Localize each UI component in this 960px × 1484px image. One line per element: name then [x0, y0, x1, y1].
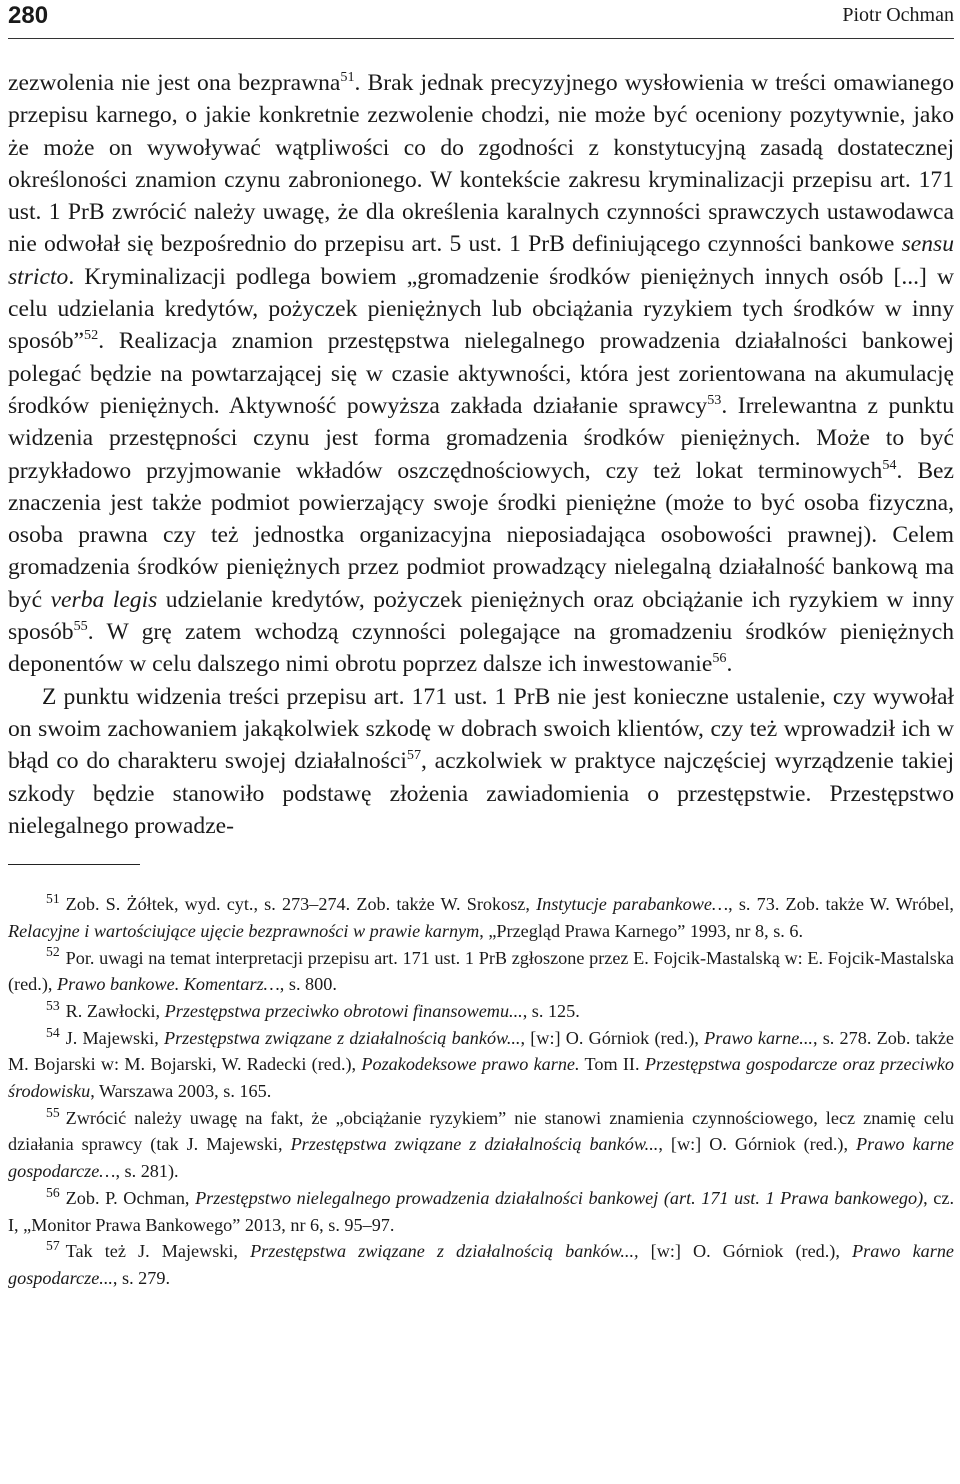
text-run: . Bez znaczenia jest także podmiot powierzający swoje środki pieniężne (może to być osoba fizyczna, osoba prawna czy też jednostka organizacyjna nieposiadająca osobowości prawnej). Celem gromadzenia środków pieniężnych przez podmiot prowadzący nielegalną działalność bankową ma być [8, 457, 954, 613]
running-header [8, 0, 954, 39]
footnote-number: 55 [46, 1104, 60, 1120]
italic-term: sensu stricto [8, 231, 954, 290]
footnote-ref: 53 [707, 392, 722, 409]
text-run: . Kryminalizacji podlega bowiem „gromadzenie środków pieniężnych innych osób [...] w celu udzielania kredytów, pożyczek pieniężnych lub obciążania ryzykiem tych środków w inny sposób” [8, 263, 954, 355]
footnote-text: [w:] O. Górniok (red.), [638, 1241, 852, 1262]
footnote-italic-title: Prawo bankowe. Komentarz… [56, 974, 280, 995]
footnote-ref: 51 [340, 69, 355, 86]
footnote-text: R. Zawłocki, [65, 1000, 165, 1021]
footnote-italic-title: Pozakodeksowe prawo karne. [361, 1054, 580, 1075]
footnote-text: , s. 125. [522, 1000, 580, 1021]
footnote-italic-title: Prawo karne... [704, 1027, 813, 1048]
page-number: 280 [8, 2, 49, 29]
main-text [8, 67, 954, 842]
footnote-text: , Warszawa 2003, s. 165. [90, 1081, 272, 1102]
text-run: . Brak jednak precyzyjnego wysłowienia w treści omawianego przepisu karnego, o jakie konkretnie zezwolenie chodzi, nie może być oceniony pozytywnie, jako że może on wywoływać wątpliwości co do zgodności z konstytucyjną zasadą dostatecznej określoności znamion czynu zabronionego. W kontekście zakresu kryminalizacji przepisu art. 171 ust. 1 PrB zwrócić należy uwagę, że dla określenia karalnych czynności sprawczych ustawodawca nie odwołał się bezpośrednio do przepisu art. 5 ust. 1 PrB definiującego czynności bankowe [8, 70, 954, 258]
text-run: . [726, 651, 733, 678]
footnote-italic-title: Prawo karne gospodarcze… [8, 1134, 954, 1182]
footnote-number: 57 [46, 1238, 60, 1254]
footnote-51 [8, 891, 954, 944]
footnote-52 [8, 945, 954, 998]
text-run: . Irrelewantna z punktu widzenia przestępności czynu jest forma gromadzenia środków pieniężnych. Może to być przykładowo przyjmowanie wkładów oszczędnościowych, czy też lokat terminowych [8, 392, 954, 484]
text-run: . Realizacja znamion przestępstwa nielegalnego prowadzenia działalności bankowej polegać będzie na powtarzającej się w czasie aktywności, która jest zorientowana na akumulację środków pieniężnych. Aktywność powyższa zakłada działanie sprawcy [8, 328, 954, 419]
footnote-italic-title: Przestępstwa związane z działalnością banków..., [250, 1241, 639, 1262]
running-author: Piotr Ochman [842, 4, 954, 26]
footnote-56 [8, 1185, 954, 1238]
footnote-55 [8, 1105, 954, 1185]
paragraph-1 [8, 67, 954, 681]
footnote-number: 56 [46, 1184, 60, 1200]
footnote-italic-title: Instytucje parabankowe… [536, 894, 729, 915]
text-run: . W grę zatem wchodzą czynności polegające na gromadzeniu środków pieniężnych deponentów w celu dalszego nimi obrotu poprzez dalsze ich inwestowanie [8, 619, 954, 678]
footnote-separator [8, 864, 140, 865]
footnote-italic-title: Relacyjne i wartościujące ujęcie bezprawności w prawie karnym [8, 920, 480, 941]
footnote-ref: 52 [84, 327, 99, 344]
text-run: udzielanie kredytów, pożyczek pieniężnych oraz obciążanie ich ryzykiem w inny sposób [8, 586, 954, 646]
footnote-text: , [w:] O. Górniok (red.), [658, 1134, 857, 1155]
footnote-text: , s. 279. [112, 1267, 170, 1288]
footnote-text: , cz. I, „Monitor Prawa Bankowego” 2013, nr 6, s. 95–97. [8, 1187, 954, 1235]
paragraph-2 [8, 681, 954, 842]
footnote-text: Zob. S. Żółtek, wyd. cyt., s. 273–274. Zob. także W. Srokosz, [65, 894, 537, 915]
footnote-number: 53 [46, 997, 60, 1013]
footnote-text: , s. 73. Zob. także W. Wróbel, [728, 894, 954, 915]
footnote-number: 52 [46, 944, 60, 960]
footnote-italic-title: Przestępstwa związane z działalnością banków... [290, 1134, 659, 1155]
footnote-italic-title: Przestępstwo nielegalnego prowadzenia działalności bankowej (art. 171 ust. 1 Prawa bankowego) [195, 1187, 924, 1208]
footnote-54 [8, 1025, 954, 1105]
footnote-ref: 56 [712, 650, 727, 667]
footnote-text: , [w:] O. Górniok (red.), [520, 1027, 705, 1048]
footnote-text: , „Przegląd Prawa Karnego” 1993, nr 8, s. 6. [479, 920, 804, 941]
footnote-text: J. Majewski, [65, 1027, 164, 1048]
footnote-text: Zwrócić należy uwagę na fakt, że „obciążanie ryzykiem” nie stanowi znamienia czynnościowego, lecz znamię celu działania sprawcy (tak J. Majewski, [8, 1107, 954, 1155]
footnote-text: Por. uwagi na temat interpretacji przepisu art. 171 ust. 1 PrB zgłoszone przez E. Fojcik-Mastalską w: E. Fojcik-Mastalska (red.), [8, 947, 954, 995]
footnote-57 [8, 1238, 954, 1291]
footnote-text: Tak też J. Majewski, [65, 1241, 251, 1262]
footnote-number: 51 [46, 891, 60, 907]
footnote-text: , s. 800. [279, 974, 337, 995]
text-run: , aczkolwiek w praktyce najczęściej wyrządzenie takiej szkody będzie stanowiło podstawę złożenia zawiadomienia o przestępstwie. Przestępstwo nielegalnego prowadze- [8, 748, 954, 839]
footnotes [8, 891, 954, 1292]
text-run: Z punktu widzenia treści przepisu art. 171 ust. 1 PrB nie jest konieczne ustalenie, czy wywołał on swoim zachowaniem jakąkolwiek szkodę w dobrach swoich klientów, czy też wprowadził ich w błąd co do charakteru swojej działalności [8, 683, 954, 775]
footnote-53 [8, 998, 954, 1025]
page [8, 0, 954, 1292]
footnote-text: , s. 278. Zob. także M. Bojarski w: M. Bojarski, W. Radecki (red.), [8, 1027, 955, 1075]
italic-term: verba legis [50, 586, 158, 613]
footnote-text: Tom II. [579, 1054, 645, 1075]
footnote-text: Zob. P. Ochman, [65, 1187, 196, 1208]
footnote-text: , s. 281). [115, 1161, 179, 1182]
footnote-italic-title: Prawo karne gospodarcze... [8, 1241, 954, 1288]
footnote-italic-title: Przestępstwa gospodarcze oraz przeciwko środowisku [8, 1054, 954, 1102]
footnote-ref: 54 [882, 456, 897, 473]
footnote-italic-title: Przestępstwa przeciwko obrotowi finansowemu... [164, 1000, 523, 1021]
footnote-ref: 55 [73, 618, 88, 635]
footnote-ref: 57 [406, 747, 422, 764]
text-run: zezwolenia nie jest ona bezprawna [8, 70, 341, 96]
footnote-italic-title: Przestępstwa związane z działalnością banków... [163, 1027, 521, 1048]
footnote-number: 54 [46, 1024, 60, 1040]
